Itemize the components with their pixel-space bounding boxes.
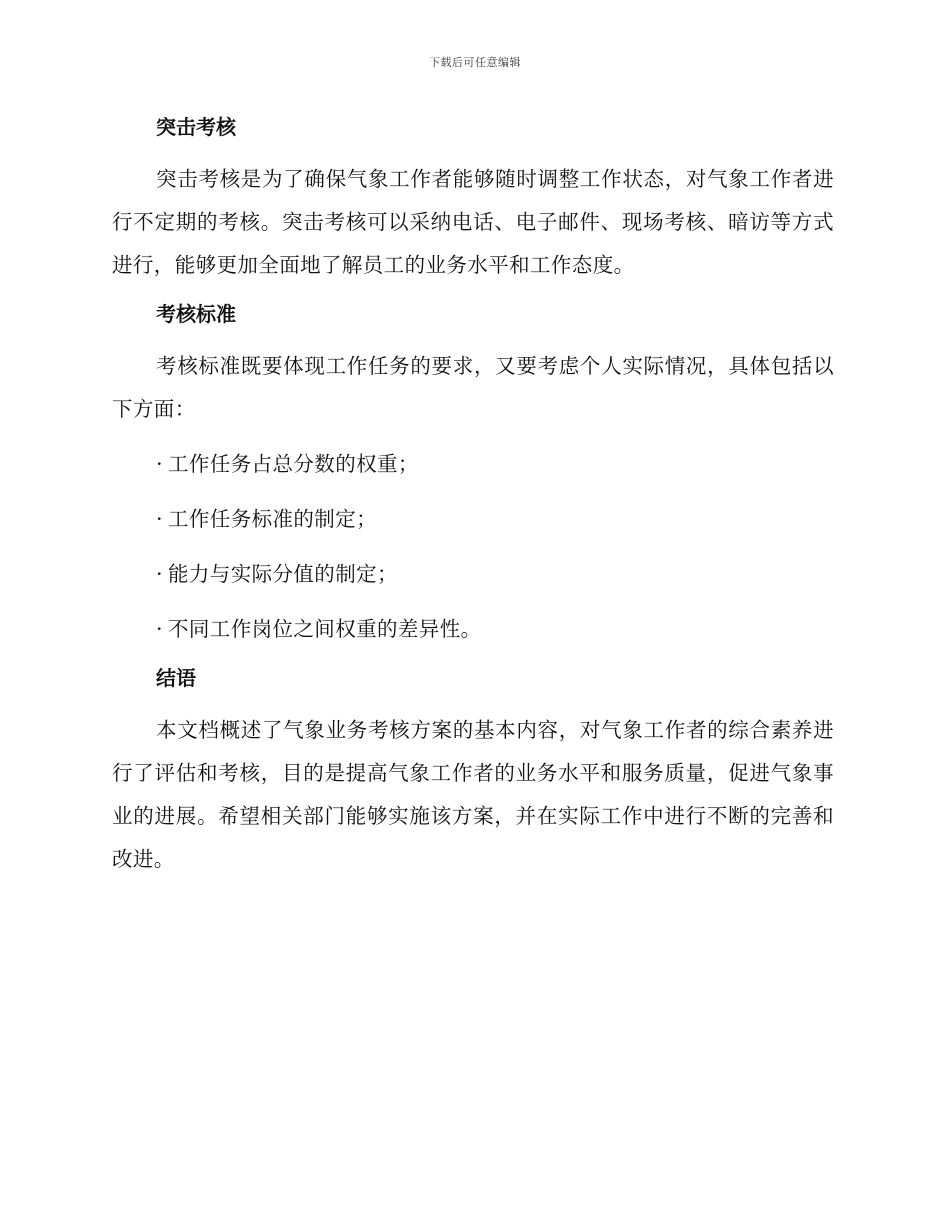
- section-heading: 结语: [156, 666, 196, 690]
- bullet-dot-icon: ·: [156, 507, 163, 531]
- bullet-dot-icon: ·: [156, 452, 163, 476]
- bullet-dot-icon: ·: [156, 617, 163, 641]
- list-item: [112, 553, 834, 596]
- section-surprise-assessment: [112, 112, 834, 287]
- bullet-dot-icon: ·: [156, 562, 163, 586]
- section-heading: 考核标准: [156, 302, 236, 326]
- section-conclusion: [112, 663, 834, 881]
- page-header: 下载后可任意编辑: [429, 56, 521, 69]
- list-item: [112, 608, 834, 651]
- list-item-text: 工作任务标准的制定；: [168, 507, 377, 531]
- section-heading: 突击考核: [156, 115, 236, 139]
- list-item: [112, 498, 834, 541]
- section-paragraph: 突击考核是为了确保气象工作者能够随时调整工作状态，对气象工作者进行不定期的考核。突击考核可以采纳电话、电子邮件、现场考核、暗访等方式进行，能够更加全面地了解员工的业务水平和工作态度。: [112, 167, 834, 277]
- list-item-text: 工作任务占总分数的权重；: [168, 452, 419, 476]
- section-paragraph: 考核标准既要体现工作任务的要求，又要考虑个人实际情况，具体包括以下方面：: [112, 354, 834, 421]
- section-paragraph: 本文档概述了气象业务考核方案的基本内容，对气象工作者的综合素养进行了评估和考核，目的是提高气象工作者的业务水平和服务质量，促进气象事业的进展。希望相关部门能够实施该方案，并在实际工作中进行不断的完善和改进。: [112, 718, 834, 871]
- document-body: [112, 112, 834, 893]
- list-item-text: 能力与实际分值的制定；: [168, 562, 398, 586]
- list-item: [112, 443, 834, 486]
- list-item-text: 不同工作岗位之间权重的差异性。: [168, 617, 482, 641]
- bullet-list: [112, 443, 834, 651]
- section-assessment-standards: [112, 299, 834, 651]
